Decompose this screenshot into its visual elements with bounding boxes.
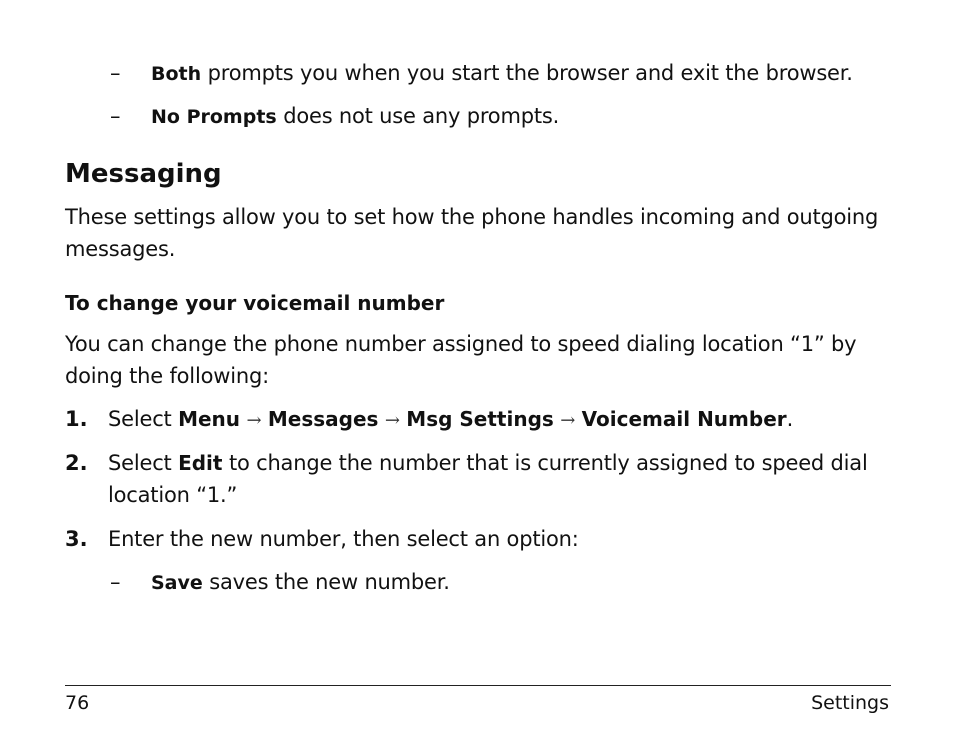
arrow-icon: →: [384, 410, 400, 431]
step-1-suffix: .: [786, 407, 794, 431]
menu-item-voicemail-number: Voicemail Number: [581, 407, 787, 431]
term-both: Both: [151, 63, 202, 85]
bullet-no-prompts: [151, 100, 559, 133]
menu-item-menu: Menu: [178, 407, 241, 431]
step-1-prefix: Select: [108, 407, 179, 431]
term-save: Save: [151, 572, 203, 594]
section-intro: These settings allow you to set how the phone handles incoming and outgoing messages.: [65, 205, 879, 261]
step-3-text: Enter the new number, then select an option:: [108, 527, 579, 551]
procedure-heading: To change your voicemail number: [65, 291, 445, 315]
bullet-dash: –: [110, 104, 121, 128]
bullet-dash: –: [110, 570, 121, 594]
menu-item-msg-settings: Msg Settings: [406, 407, 554, 431]
footer-divider: [65, 685, 891, 686]
arrow-icon: →: [560, 410, 576, 431]
term-no-prompts: No Prompts: [151, 106, 277, 128]
arrow-icon: →: [246, 410, 262, 431]
bullet-both-text: prompts you when you start the browser and exit the browser.: [201, 61, 853, 85]
procedure-intro: You can change the phone number assigned to speed dialing location “1” by doing the following:: [65, 332, 857, 388]
bullet-save-text: saves the new number.: [202, 570, 450, 594]
footer-section-name: Settings: [811, 692, 889, 714]
step-1-text: [108, 403, 898, 437]
step-number: 1.: [65, 407, 88, 431]
step-number: 3.: [65, 527, 88, 551]
step-number: 2.: [65, 451, 88, 475]
bullet-save: [151, 566, 450, 599]
bullet-both: [151, 57, 853, 90]
term-edit: Edit: [178, 451, 223, 475]
menu-item-messages: Messages: [267, 407, 379, 431]
step-2-body: to change the number that is currently assigned to speed dial location “1.”: [108, 451, 868, 507]
page-number: 76: [65, 692, 90, 714]
section-heading: Messaging: [65, 159, 222, 189]
step-2-text: [108, 447, 898, 511]
step-2-prefix: Select: [108, 451, 179, 475]
bullet-no-prompts-text: does not use any prompts.: [276, 104, 560, 128]
bullet-dash: –: [110, 61, 121, 85]
